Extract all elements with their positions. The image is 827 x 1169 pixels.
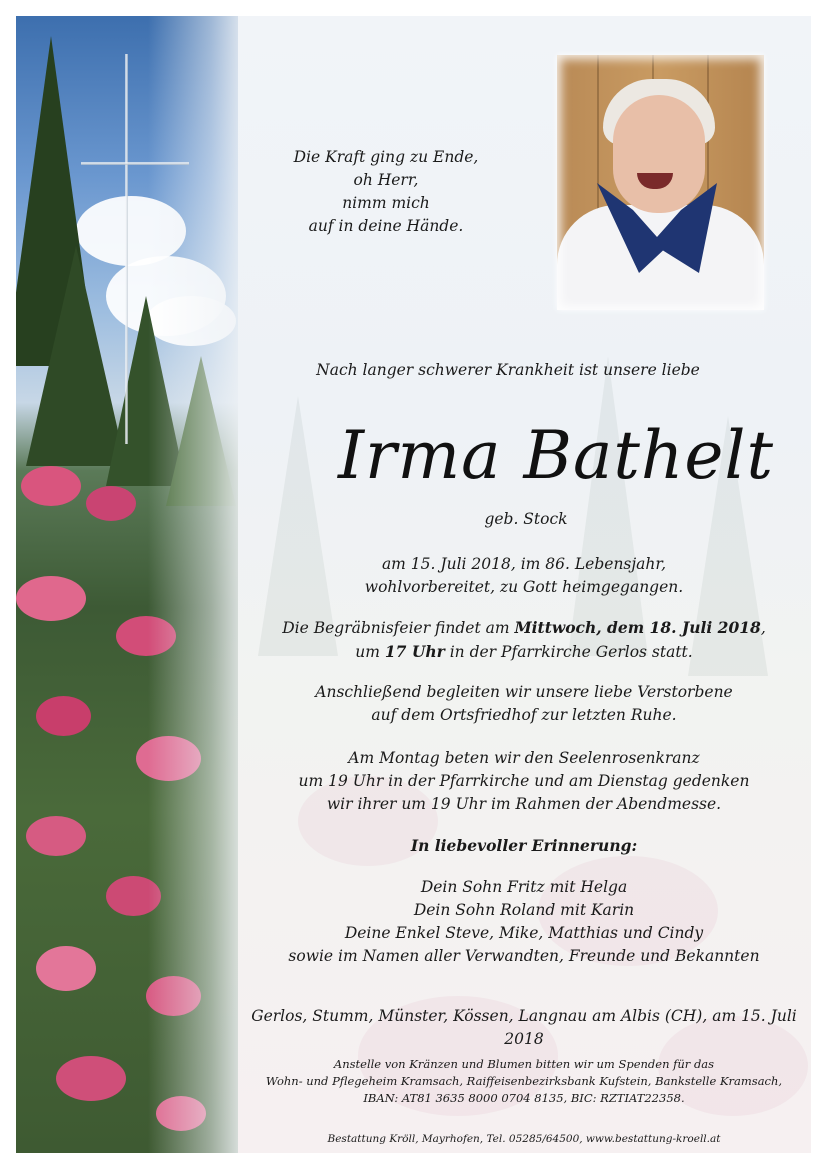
- birth-name: geb. Stock: [484, 510, 568, 528]
- burial-notice: [244, 681, 804, 727]
- donation-line: IBAN: AT81 3635 8000 0704 8135, BIC: RZTIAT22358.: [363, 1091, 685, 1105]
- rosary-notice: [244, 747, 804, 816]
- mourner-line: sowie im Namen aller Verwandten, Freunde und Bekannten: [288, 947, 760, 965]
- donation-notice: [244, 1056, 804, 1107]
- deceased-name: Irma Bathelt: [337, 417, 775, 494]
- poem-line: auf in deine Hände.: [308, 217, 464, 235]
- funeral-time: 17 Uhr: [384, 642, 445, 661]
- funeral-text: in der Pfarrkirche Gerlos statt.: [444, 643, 693, 661]
- donation-line: Anstelle von Kränzen und Blumen bitten wir um Spenden für das: [333, 1057, 715, 1071]
- burial-line: Anschließend begleiten wir unsere liebe Verstorbene: [315, 683, 733, 701]
- landscape-photo: [16, 16, 238, 1153]
- rosary-line: Am Montag beten wir den Seelenrosenkranz: [348, 749, 700, 767]
- funeral-text: Die Begräbnisfeier findet am: [282, 619, 515, 637]
- places-date: Gerlos, Stumm, Münster, Kössen, Langnau am Albis (CH), am 15. Juli 2018: [251, 1007, 797, 1048]
- remembrance-heading: In liebevoller Erinnerung:: [410, 836, 638, 855]
- poem-line: Die Kraft ging zu Ende,: [293, 148, 479, 166]
- rosary-line: um 19 Uhr in der Pfarrkirche und am Dienstag gedenken: [298, 772, 750, 790]
- funeral-text: um: [355, 643, 385, 661]
- mourner-line: Deine Enkel Steve, Mike, Matthias und Cindy: [344, 924, 704, 942]
- funeral-date: Mittwoch, dem 18. Juli 2018: [514, 618, 761, 637]
- funeral-home-footer: Bestattung Kröll, Mayrhofen, Tel. 05285/64500, www.bestattung-kroell.at: [327, 1133, 721, 1145]
- mourner-line: Dein Sohn Roland mit Karin: [413, 901, 635, 919]
- donation-line: Wohn- und Pflegeheim Kramsach, Raiffeisenbezirksbank Kufstein, Bankstelle Kramsach,: [265, 1074, 783, 1088]
- burial-line: auf dem Ortsfriedhof zur letzten Ruhe.: [371, 706, 677, 724]
- poem-line: oh Herr,: [353, 171, 419, 189]
- mourner-line: Dein Sohn Fritz mit Helga: [420, 878, 628, 896]
- mourners-list: [244, 876, 804, 968]
- intro-text: Nach langer schwerer Krankheit ist unsere liebe: [316, 361, 700, 379]
- cross-icon: [125, 54, 128, 444]
- funeral-text: ,: [760, 619, 766, 637]
- poem: [266, 146, 506, 238]
- death-line: wohlvorbereitet, zu Gott heimgegangen.: [364, 578, 684, 596]
- rosary-line: wir ihrer um 19 Uhr im Rahmen der Abendmesse.: [326, 795, 722, 813]
- poem-line: nimm mich: [342, 194, 430, 212]
- death-line: am 15. Juli 2018, im 86. Lebensjahr,: [381, 555, 667, 573]
- obituary-card: [16, 16, 811, 1153]
- cross-bar: [81, 162, 189, 165]
- death-notice: [244, 553, 804, 599]
- funeral-notice: [244, 616, 804, 664]
- portrait-photo: [557, 55, 764, 310]
